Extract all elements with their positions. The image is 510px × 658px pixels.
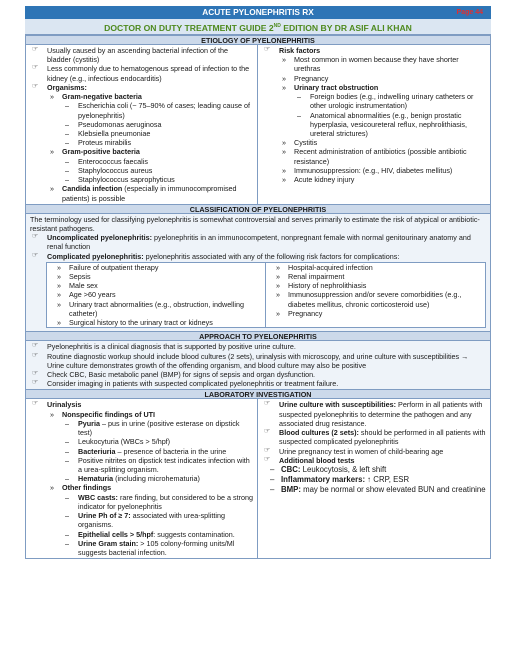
list-item: » Acute kidney injury xyxy=(262,175,486,184)
approach-title: APPROACH TO PYELONEPHRITIS xyxy=(26,331,490,341)
list-item: – Urine Gram stain: > 105 colony-forming units/Ml suggests bacterial infection. xyxy=(30,539,253,557)
list-item: » Recent administration of antibiotics (possible antibiotic resistance) xyxy=(262,147,486,165)
lab-right xyxy=(258,399,490,558)
list-item: ☞ Urine pregnancy test in women of child-bearing age xyxy=(262,447,486,456)
list-item: ☞ Usually caused by an ascending bacterial infection of the bladder (cystitis) xyxy=(30,46,253,64)
page-number: Page 44 xyxy=(456,9,483,16)
etiology-section xyxy=(25,34,491,559)
list-item: – Enterococcus faecalis xyxy=(30,157,253,166)
page xyxy=(25,6,491,652)
etiology-left xyxy=(26,45,258,204)
list-item: ☞ Urinalysis xyxy=(30,400,253,409)
subtitle-text-2: EDITION BY DR ASIF ALI KHAN xyxy=(280,23,412,33)
list-item: – Klebsiella pneumoniae xyxy=(30,129,253,138)
list-item: » Most common in women because they have shorter urethras xyxy=(262,55,486,73)
list-item: ☞ Consider imaging in patients with suspected complicated pyelonephritis or treatment failure. xyxy=(30,379,486,388)
list-item: – Proteus mirabilis xyxy=(30,138,253,147)
subtitle-text: DOCTOR ON DUTY TREATMENT GUIDE 2 xyxy=(104,23,274,33)
list-item: » Pregnancy xyxy=(266,309,485,318)
list-item: – Bacteriuria – presence of bacteria in the urine xyxy=(30,447,253,456)
classification-title: CLASSIFICATION OF PYELONEPHRITIS xyxy=(26,204,490,214)
classification-section xyxy=(26,214,490,332)
list-item: – WBC casts: rare finding, but considered to be a strong indicator for pyelonephritis xyxy=(30,493,253,511)
list-item: » Age >60 years xyxy=(47,290,265,299)
list-item: – Anatomical abnormalities (e.g., benign prostatic hyperplasia, vesicoureteral reflux, nephrolithiasis, ureteral strictures) xyxy=(262,111,486,139)
list-item: ☞ Less commonly due to hematogenous spread of infection to the kidney (e.g., infectious endocarditis) xyxy=(30,64,253,82)
list-item: – Leukocyturia (WBCs > 5/hpf) xyxy=(30,437,253,446)
list-item: » Candida infection (especially in immunocompromised patients) is possible xyxy=(30,184,253,202)
list-item: ☞ Uncomplicated pyelonephritis: pyelonephritis in an immunocompetent, nonpregnant female with normal genitourinary anatomy and renal function xyxy=(30,233,486,251)
list-item: » Sepsis xyxy=(47,272,265,281)
list-item: » Immunosuppression: (e.g., HIV, diabetes mellitus) xyxy=(262,166,486,175)
guide-subtitle xyxy=(25,19,491,34)
list-item: ☞ Routine diagnostic workup should include blood cultures (2 sets), urinalysis with microscopy, and urine culture with susceptibilities → Urine culture demonstrates growth of the offending organism, and blood culture may also be positive xyxy=(30,352,486,370)
list-item: » Gram-negative bacteria xyxy=(30,92,253,101)
list-item: – CBC: Leukocytosis, & left shift xyxy=(262,465,486,475)
list-item: – Positive nitrites on dipstick test indicates infection with a urea-splitting organism. xyxy=(30,456,253,474)
list-item: – Foreign bodies (e.g., indwelling urinary catheters or other urologic instrumentation) xyxy=(262,92,486,110)
list-item: » Hospital-acquired infection xyxy=(266,263,485,272)
list-item: ☞ Check CBC, Basic metabolic panel (BMP) for signs of sepsis and organ dysfunction. xyxy=(30,370,486,379)
etiology-title: ETIOLOGY OF PYELONEPHRITIS xyxy=(26,35,490,45)
list-item: » Cystitis xyxy=(262,138,486,147)
list-item: » Gram-positive bacteria xyxy=(30,147,253,156)
subtitle-sup: ND xyxy=(273,23,281,29)
list-item: » Nonspecific findings of UTI xyxy=(30,410,253,419)
list-item: ☞ Blood cultures (2 sets): should be performed in all patients with suspected complicated pyelonephritis xyxy=(262,428,486,446)
list-item: » Male sex xyxy=(47,281,265,290)
list-item: ☞ Urine culture with susceptibilities: Perform in all patients with suspected pyelonephritis to determine the pathogen and any associated drug resistance. xyxy=(262,400,486,428)
approach-section xyxy=(26,341,490,389)
list-item: – Urine Ph of ≥ 7: associated with urea-splitting organisms. xyxy=(30,511,253,529)
list-item: – Staphylococcus aureus xyxy=(30,166,253,175)
complication-factors xyxy=(46,262,486,329)
list-item: » Failure of outpatient therapy xyxy=(47,263,265,272)
list-item: ☞ Risk factors xyxy=(262,46,486,55)
list-item: – Pseudomonas aeruginosa xyxy=(30,120,253,129)
classification-intro: The terminology used for classifying pyelonephritis is somewhat controversial and serves primarily to estimate the risk of atypical or antibiotic-resistant pathogens. xyxy=(30,214,480,233)
etiology-right xyxy=(258,45,490,204)
lab-title: LABORATORY INVESTIGATION xyxy=(26,389,490,399)
list-item: » Renal impairment xyxy=(266,272,485,281)
list-item: » Pregnancy xyxy=(262,74,486,83)
list-item: » Urinary tract obstruction xyxy=(262,83,486,92)
list-item: – Staphylococcus saprophyticus xyxy=(30,175,253,184)
list-item: – Pyuria – pus in urine (positive esterase on dipstick test) xyxy=(30,419,253,437)
list-item: – Hematuria (including microhematuria) xyxy=(30,474,253,483)
list-item: – BMP: may be normal or show elevated BUN and creatinine xyxy=(262,485,486,495)
list-item: » History of nephrolithiasis xyxy=(266,281,485,290)
list-item: » Other findings xyxy=(30,483,253,492)
list-item: ☞ Complicated pyelonephritis: pyelonephritis associated with any of the following risk factors for complications: xyxy=(30,252,486,261)
list-item: ☞ Organisms: xyxy=(30,83,253,92)
list-item: » Surgical history to the urinary tract or kidneys xyxy=(47,318,265,327)
list-item: – Escherichia coli (~ 75–90% of cases; leading cause of pyelonephritis) xyxy=(30,101,253,119)
list-item: ☞ Additional blood tests xyxy=(262,456,486,465)
list-item: ☞ Pyelonephritis is a clinical diagnosis that is supported by positive urine culture. xyxy=(30,342,486,351)
page-header xyxy=(25,6,491,19)
list-item: » Immunosuppression and/or severe comorbidities (e.g., diabetes mellitus, chronic corticosteroid use) xyxy=(266,290,485,308)
lab-left xyxy=(26,399,258,558)
list-item: – Inflammatory markers: ↑ CRP, ESR xyxy=(262,475,486,485)
page-title: ACUTE PYLONEPHRITIS RX xyxy=(202,7,314,17)
list-item: » Urinary tract abnormalities (e.g., obstruction, indwelling catheter) xyxy=(47,300,265,318)
list-item: – Epithelial cells > 5/hpf: suggests contamination. xyxy=(30,530,253,539)
